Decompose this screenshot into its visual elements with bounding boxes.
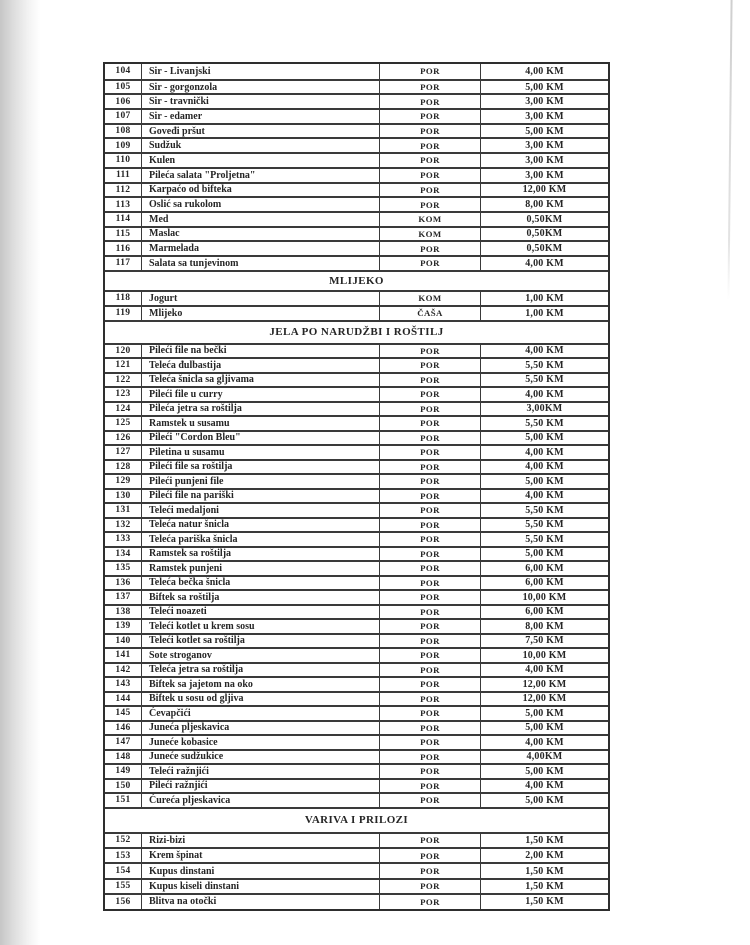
item-name: Med xyxy=(141,213,379,226)
menu-row xyxy=(105,633,608,648)
item-number: 125 xyxy=(115,418,131,429)
item-number: 124 xyxy=(115,403,131,414)
item-unit: POR xyxy=(379,880,480,893)
scan-edge-shadow xyxy=(0,0,40,945)
menu-row xyxy=(105,749,608,764)
item-name: Kulen xyxy=(141,154,379,167)
item-price: 10,00 KM xyxy=(480,649,608,662)
item-number: 139 xyxy=(115,621,131,632)
item-name: Goveđi pršut xyxy=(141,125,379,138)
item-price: 5,00 KM xyxy=(480,722,608,735)
item-price: 1,00 KM xyxy=(480,307,608,320)
menu-row xyxy=(105,546,608,561)
item-number: 143 xyxy=(115,679,131,690)
menu-row xyxy=(105,226,608,241)
item-price: 5,00 KM xyxy=(480,548,608,561)
item-unit: POR xyxy=(379,606,480,619)
item-unit: POR xyxy=(379,678,480,691)
item-unit: POR xyxy=(379,635,480,648)
item-number: 151 xyxy=(115,795,131,806)
item-unit: POR xyxy=(379,359,480,372)
item-number: 127 xyxy=(115,447,131,458)
item-unit: POR xyxy=(379,388,480,401)
menu-row xyxy=(105,79,608,94)
item-price: 6,00 KM xyxy=(480,562,608,575)
item-price: 12,00 KM xyxy=(480,693,608,706)
item-number: 128 xyxy=(115,461,131,472)
item-unit: KOM xyxy=(379,228,480,241)
menu-row xyxy=(105,64,608,79)
item-number: 138 xyxy=(115,606,131,617)
item-number: 136 xyxy=(115,577,131,588)
item-name: Kupus kiseli dinstani xyxy=(141,880,379,893)
menu-row xyxy=(105,502,608,517)
item-name: Teleća šnicla sa gljivama xyxy=(141,374,379,387)
item-name: Teleći medaljoni xyxy=(141,504,379,517)
menu-row xyxy=(105,847,608,862)
item-number: 156 xyxy=(115,896,131,907)
menu-row xyxy=(105,137,608,152)
item-price: 5,50 KM xyxy=(480,533,608,546)
item-name: Blitva na otočki xyxy=(141,895,379,908)
item-number: 104 xyxy=(115,66,131,77)
item-name: Kupus dinstani xyxy=(141,864,379,877)
menu-row xyxy=(105,459,608,474)
item-number: 149 xyxy=(115,766,131,777)
menu-row xyxy=(105,343,608,358)
item-number: 130 xyxy=(115,490,131,501)
item-name: Jogurt xyxy=(141,292,379,305)
item-price: 4,00 KM xyxy=(480,490,608,503)
item-name: Teleći ražnjići xyxy=(141,765,379,778)
item-unit: POR xyxy=(379,461,480,474)
item-unit: POR xyxy=(379,519,480,532)
menu-row xyxy=(105,255,608,270)
item-price: 5,00 KM xyxy=(480,794,608,807)
item-number: 135 xyxy=(115,563,131,574)
menu-row xyxy=(105,182,608,197)
item-unit: POR xyxy=(379,765,480,778)
item-unit: POR xyxy=(379,403,480,416)
item-number: 145 xyxy=(115,708,131,719)
item-name: Pileća salata "Proljetna" xyxy=(141,169,379,182)
item-unit: POR xyxy=(379,139,480,152)
item-number: 114 xyxy=(115,214,131,225)
item-price: 8,00 KM xyxy=(480,620,608,633)
item-name: Pileći file na bečki xyxy=(141,345,379,358)
menu-row xyxy=(105,152,608,167)
item-price: 5,00 KM xyxy=(480,707,608,720)
item-price: 6,00 KM xyxy=(480,606,608,619)
item-name: Sir - gorgonzola xyxy=(141,81,379,94)
item-number: 154 xyxy=(115,866,131,877)
item-number: 152 xyxy=(115,835,131,846)
item-name: Ramstek punjeni xyxy=(141,562,379,575)
item-name: Teleći kotlet sa roštilja xyxy=(141,635,379,648)
item-price: 3,00 KM xyxy=(480,139,608,152)
menu-row xyxy=(105,196,608,211)
item-price: 5,50 KM xyxy=(480,417,608,430)
item-unit: POR xyxy=(379,345,480,358)
item-number: 119 xyxy=(115,308,131,319)
item-name: Pileći punjeni file xyxy=(141,475,379,488)
menu-row xyxy=(105,560,608,575)
item-name: Teleći kotlet u krem sosu xyxy=(141,620,379,633)
item-unit: POR xyxy=(379,242,480,255)
menu-row xyxy=(105,832,608,847)
menu-row xyxy=(105,734,608,749)
item-name: Sir - Livanjski xyxy=(141,64,379,79)
item-unit: POR xyxy=(379,548,480,561)
item-number: 110 xyxy=(115,155,131,166)
item-price: 4,00 KM xyxy=(480,345,608,358)
item-unit: POR xyxy=(379,794,480,807)
menu-row xyxy=(105,305,608,320)
item-price: 6,00 KM xyxy=(480,577,608,590)
item-price: 5,00 KM xyxy=(480,765,608,778)
item-unit: POR xyxy=(379,533,480,546)
section-header-row: MLIJEKO xyxy=(105,270,608,290)
menu-row xyxy=(105,763,608,778)
menu-row xyxy=(105,691,608,706)
menu-row xyxy=(105,589,608,604)
item-unit: POR xyxy=(379,864,480,877)
item-name: Rizi-bizi xyxy=(141,834,379,847)
item-number: 133 xyxy=(115,534,131,545)
item-price: 1,50 KM xyxy=(480,834,608,847)
item-name: Krem špinat xyxy=(141,849,379,862)
item-price: 3,00 KM xyxy=(480,154,608,167)
section-header-row: JELA PO NARUDŽBI I ROŠTILJ xyxy=(105,320,608,343)
menu-row xyxy=(105,604,608,619)
menu-row xyxy=(105,444,608,459)
menu-row xyxy=(105,108,608,123)
item-price: 1,50 KM xyxy=(480,880,608,893)
item-price: 4,00 KM xyxy=(480,64,608,79)
item-number: 116 xyxy=(115,243,131,254)
menu-row xyxy=(105,415,608,430)
menu-row xyxy=(105,488,608,503)
item-name: Sir - travnički xyxy=(141,95,379,108)
item-number: 121 xyxy=(115,360,131,371)
item-price: 4,00 KM xyxy=(480,736,608,749)
item-number: 115 xyxy=(115,228,131,239)
item-number: 146 xyxy=(115,722,131,733)
item-name: Biftek sa roštilja xyxy=(141,591,379,604)
item-number: 113 xyxy=(115,199,131,210)
item-price: 0,50KM xyxy=(480,228,608,241)
item-price: 3,00KM xyxy=(480,403,608,416)
menu-row xyxy=(105,676,608,691)
item-name: Juneće kobasice xyxy=(141,736,379,749)
item-price: 4,00 KM xyxy=(480,388,608,401)
item-price: 10,00 KM xyxy=(480,591,608,604)
item-unit: POR xyxy=(379,834,480,847)
item-name: Sote stroganov xyxy=(141,649,379,662)
menu-row xyxy=(105,662,608,677)
item-number: 117 xyxy=(115,258,131,269)
item-number: 142 xyxy=(115,664,131,675)
menu-row xyxy=(105,878,608,893)
item-unit: POR xyxy=(379,649,480,662)
item-name: Pileći file u curry xyxy=(141,388,379,401)
item-price: 4,00 KM xyxy=(480,461,608,474)
item-name: Juneće sudžukice xyxy=(141,751,379,764)
item-price: 5,50 KM xyxy=(480,359,608,372)
item-unit: POR xyxy=(379,374,480,387)
item-number: 155 xyxy=(115,881,131,892)
item-number: 150 xyxy=(115,780,131,791)
item-unit: POR xyxy=(379,257,480,270)
menu-row xyxy=(105,167,608,182)
item-name: Sir - edamer xyxy=(141,110,379,123)
item-price: 0,50KM xyxy=(480,242,608,255)
item-price: 1,00 KM xyxy=(480,292,608,305)
item-unit: POR xyxy=(379,490,480,503)
item-price: 4,00 KM xyxy=(480,664,608,677)
menu-row xyxy=(105,531,608,546)
item-price: 3,00 KM xyxy=(480,95,608,108)
item-number: 108 xyxy=(115,126,131,137)
item-name: Teleća pariška šnicla xyxy=(141,533,379,546)
item-unit: POR xyxy=(379,169,480,182)
menu-row xyxy=(105,290,608,305)
item-name: Biftek sa jajetom na oko xyxy=(141,678,379,691)
item-unit: POR xyxy=(379,693,480,706)
section-header-row: VARIVA I PRILOZI xyxy=(105,807,608,832)
item-number: 131 xyxy=(115,505,131,516)
item-price: 4,00 KM xyxy=(480,257,608,270)
menu-row xyxy=(105,386,608,401)
item-unit: POR xyxy=(379,707,480,720)
item-price: 5,00 KM xyxy=(480,475,608,488)
item-price: 12,00 KM xyxy=(480,678,608,691)
item-price: 5,50 KM xyxy=(480,504,608,517)
item-name: Teleća bečka šnicla xyxy=(141,577,379,590)
item-name: Ramstek sa roštilja xyxy=(141,548,379,561)
item-number: 126 xyxy=(115,432,131,443)
item-name: Marmelada xyxy=(141,242,379,255)
item-price: 1,50 KM xyxy=(480,895,608,908)
item-name: Oslić sa rukolom xyxy=(141,198,379,211)
item-unit: POR xyxy=(379,184,480,197)
item-unit: POR xyxy=(379,154,480,167)
item-unit: POR xyxy=(379,125,480,138)
item-unit: KOM xyxy=(379,213,480,226)
item-price: 4,00 KM xyxy=(480,446,608,459)
menu-row xyxy=(105,517,608,532)
item-number: 120 xyxy=(115,345,131,356)
item-unit: POR xyxy=(379,562,480,575)
item-unit: POR xyxy=(379,475,480,488)
item-unit: POR xyxy=(379,81,480,94)
item-unit: POR xyxy=(379,722,480,735)
menu-row xyxy=(105,618,608,633)
menu-row xyxy=(105,401,608,416)
menu-row xyxy=(105,372,608,387)
item-unit: POR xyxy=(379,780,480,793)
menu-row xyxy=(105,430,608,445)
item-price: 4,00 KM xyxy=(480,780,608,793)
item-price: 7,50 KM xyxy=(480,635,608,648)
item-number: 122 xyxy=(115,374,131,385)
menu-row xyxy=(105,357,608,372)
item-name: Mlijeko xyxy=(141,307,379,320)
item-number: 111 xyxy=(115,170,131,181)
item-unit: POR xyxy=(379,504,480,517)
item-number: 140 xyxy=(115,635,131,646)
item-name: Ćevapčići xyxy=(141,707,379,720)
item-price: 5,00 KM xyxy=(480,125,608,138)
menu-row xyxy=(105,792,608,807)
item-name: Teleća jetra sa roštilja xyxy=(141,664,379,677)
menu-row xyxy=(105,240,608,255)
item-unit: POR xyxy=(379,198,480,211)
item-number: 144 xyxy=(115,693,131,704)
item-unit: POR xyxy=(379,591,480,604)
item-number: 112 xyxy=(115,184,131,195)
item-name: Pileća jetra sa roštilja xyxy=(141,403,379,416)
item-number: 109 xyxy=(115,140,131,151)
menu-row xyxy=(105,93,608,108)
item-name: Ramstek u susamu xyxy=(141,417,379,430)
item-name: Biftek u sosu od gljiva xyxy=(141,693,379,706)
item-name: Juneća pljeskavica xyxy=(141,722,379,735)
item-number: 107 xyxy=(115,111,131,122)
item-unit: POR xyxy=(379,736,480,749)
menu-row xyxy=(105,575,608,590)
menu-row xyxy=(105,705,608,720)
menu-row xyxy=(105,893,608,908)
item-name: Salata sa tunjevinom xyxy=(141,257,379,270)
menu-row xyxy=(105,862,608,877)
item-price: 4,00KM xyxy=(480,751,608,764)
item-unit: POR xyxy=(379,751,480,764)
item-price: 5,00 KM xyxy=(480,432,608,445)
item-name: Teleća natur šnicla xyxy=(141,519,379,532)
item-number: 106 xyxy=(115,96,131,107)
item-unit: POR xyxy=(379,895,480,908)
item-price: 12,00 KM xyxy=(480,184,608,197)
item-name: Karpaćo od bifteka xyxy=(141,184,379,197)
item-price: 5,00 KM xyxy=(480,81,608,94)
item-number: 137 xyxy=(115,592,131,603)
item-price: 5,50 KM xyxy=(480,519,608,532)
item-unit: POR xyxy=(379,417,480,430)
scan-artifact-line xyxy=(727,0,732,300)
item-unit: POR xyxy=(379,664,480,677)
item-number: 134 xyxy=(115,548,131,559)
item-unit: POR xyxy=(379,577,480,590)
menu-row xyxy=(105,778,608,793)
menu-row xyxy=(105,211,608,226)
menu-row xyxy=(105,123,608,138)
item-number: 132 xyxy=(115,519,131,530)
item-number: 147 xyxy=(115,737,131,748)
item-number: 148 xyxy=(115,751,131,762)
item-unit: POR xyxy=(379,64,480,79)
item-name: Ćureća pljeskavica xyxy=(141,794,379,807)
item-price: 8,00 KM xyxy=(480,198,608,211)
item-number: 123 xyxy=(115,389,131,400)
item-number: 141 xyxy=(115,650,131,661)
item-unit: POR xyxy=(379,110,480,123)
item-unit: ČAŠA xyxy=(379,307,480,320)
item-name: Teleća đulbastija xyxy=(141,359,379,372)
item-unit: POR xyxy=(379,95,480,108)
item-name: Pileći ražnjići xyxy=(141,780,379,793)
item-price: 0,50KM xyxy=(480,213,608,226)
item-name: Sudžuk xyxy=(141,139,379,152)
item-unit: KOM xyxy=(379,292,480,305)
item-number: 118 xyxy=(115,293,131,304)
item-price: 2,00 KM xyxy=(480,849,608,862)
item-name: Pileći file na pariški xyxy=(141,490,379,503)
menu-row xyxy=(105,647,608,662)
menu-table xyxy=(103,62,610,911)
item-price: 3,00 KM xyxy=(480,110,608,123)
item-name: Teleći noazeti xyxy=(141,606,379,619)
item-price: 1,50 KM xyxy=(480,864,608,877)
item-name: Pileći "Cordon Bleu" xyxy=(141,432,379,445)
item-unit: POR xyxy=(379,849,480,862)
item-name: Piletina u susamu xyxy=(141,446,379,459)
item-price: 3,00 KM xyxy=(480,169,608,182)
item-number: 153 xyxy=(115,850,131,861)
item-number: 105 xyxy=(115,82,131,93)
item-unit: POR xyxy=(379,446,480,459)
menu-row xyxy=(105,720,608,735)
item-name: Pileći file sa roštilja xyxy=(141,461,379,474)
item-price: 5,50 KM xyxy=(480,374,608,387)
item-unit: POR xyxy=(379,432,480,445)
item-number: 129 xyxy=(115,476,131,487)
item-name: Maslac xyxy=(141,228,379,241)
item-unit: POR xyxy=(379,620,480,633)
menu-row xyxy=(105,473,608,488)
